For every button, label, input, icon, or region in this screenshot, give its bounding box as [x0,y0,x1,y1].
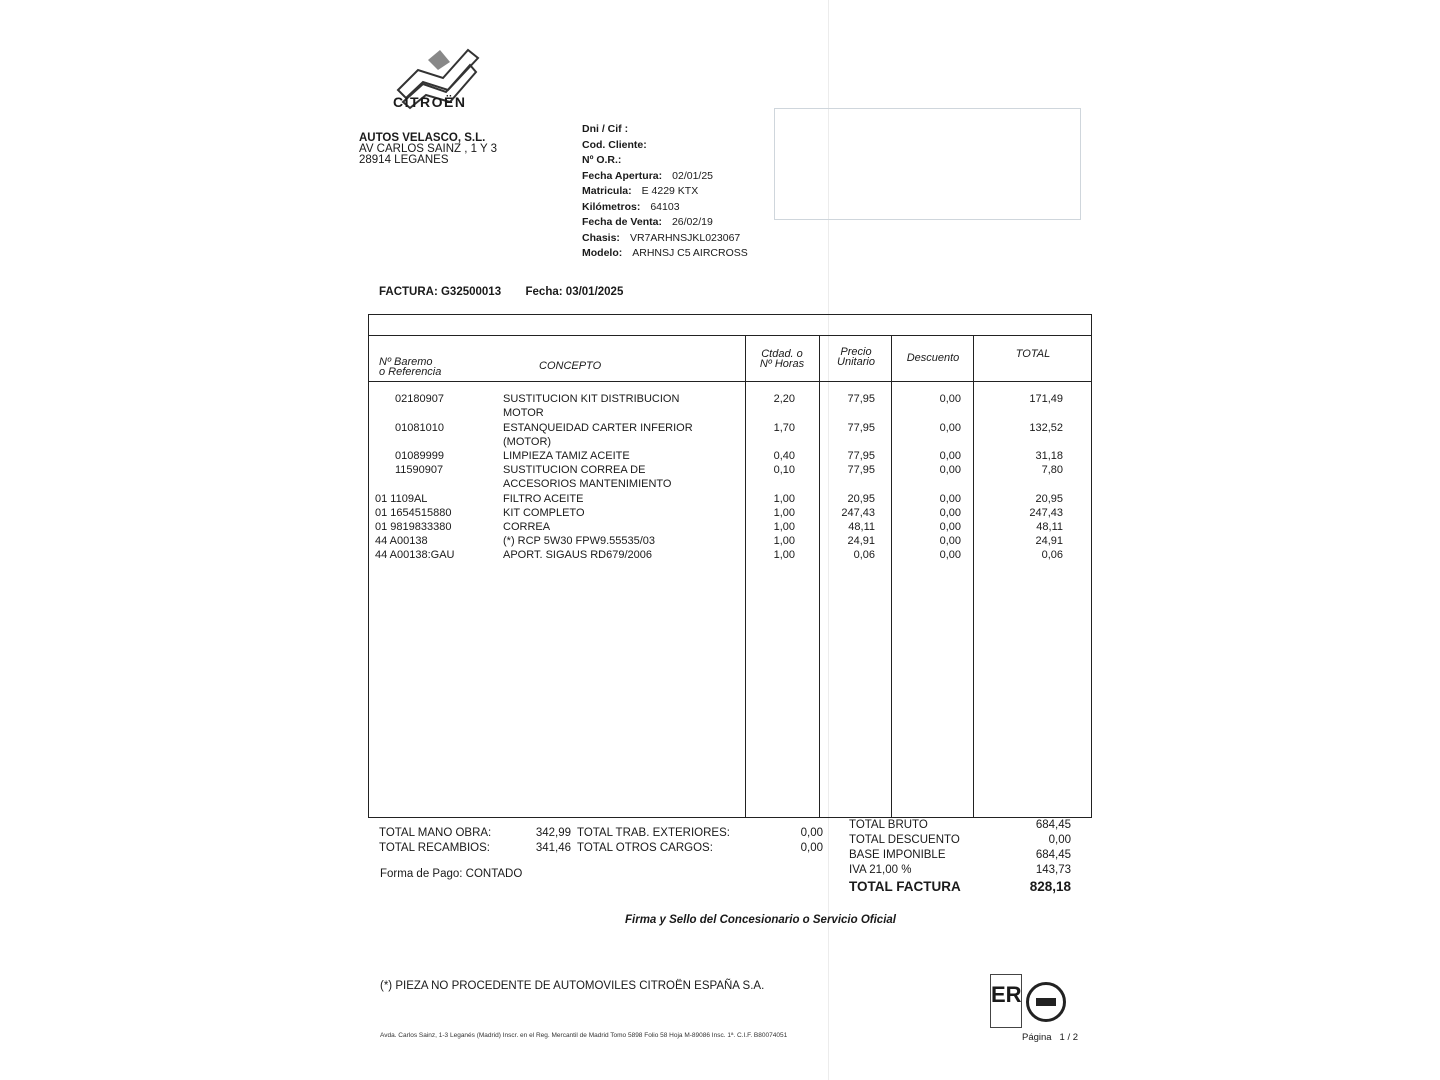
table-row: 01 1109AL FILTRO ACEITE 1,00 20,95 0,00 20,95 [375,493,1063,505]
legal-footer: Avda. Carlos Sainz, 1-3 Leganés (Madrid) Inscr. en el Reg. Mercantil de Madrid Tomo 5898 Folio 58 Hoja M-89086 Insc. 1ª. C.I.F. B80074051 [380,1032,788,1039]
table-row: 44 A00138:GAU APORT. SIGAUS RD679/2006 1,00 0,06 0,00 0,06 [375,549,1063,561]
table-row: MOTOR [503,407,544,419]
er-certification-icon: ER [990,974,1022,1028]
invoice-header [379,286,623,298]
table-row: 44 A00138 (*) RCP 5W30 FPW9.55535/03 1,00 24,91 0,00 24,91 [375,535,1063,547]
page-number: Página 1 / 2 [1022,1032,1079,1043]
header-price: Precio Unitario [837,346,875,368]
invoice-date: 03/01/2025 [565,286,624,298]
table-row: 01 1654515880 KIT COMPLETO 1,00 247,43 0,00 247,43 [375,507,1063,519]
dealer-city: 28914 LEGANES [359,154,449,166]
table-row: 02180907 SUSTITUCION KIT DISTRIBUCION 2,20 77,95 0,00 171,49 [395,393,1063,405]
vehicle-row: Dni / Cif : [582,123,629,135]
table-row: 01 9819833380 CORREA 1,00 48,11 0,00 48,11 [375,521,1063,533]
brand-wordmark: CITROËN [393,94,467,110]
table-row: 11590907 SUSTITUCION CORREA DE 0,10 77,95 0,00 7,80 [395,464,1063,476]
invoice-date-label: Fecha: [525,286,563,298]
payment-method: Forma de Pago: CONTADO [380,868,523,880]
vehicle-row: Fecha de Venta: 26/02/19 [582,216,713,228]
totals-row: TOTAL BRUTO 684,45 [849,819,1071,831]
header-concept: CONCEPTO [539,360,602,372]
totals-row: TOTAL MANO OBRA: 342,99 TOTAL TRAB. EXTERIORES: 0,00 [379,827,823,839]
table-row: ACCESORIOS MANTENIMIENTO [503,478,672,490]
dealer-street: AV CARLOS SAINZ , 1 Y 3 [359,143,498,155]
vehicle-row: Modelo: ARHNSJ C5 AIRCROSS [582,247,748,259]
totals-row: BASE IMPONIBLE 684,45 [849,849,1071,861]
totals-left [379,826,823,856]
header-ref: Nº Baremo o Referencia [379,356,442,378]
vehicle-row: Matricula: E 4229 KTX [582,185,699,197]
dealer-address [359,133,497,166]
certification-seal-icon [1026,982,1066,1022]
table-row: 01089999 LIMPIEZA TAMIZ ACEITE 0,40 77,95 0,00 31,18 [395,450,1063,462]
vehicle-row: Nº O.R.: [582,154,622,166]
vehicle-row: Chasis: VR7ARHNSJKL023067 [582,231,741,244]
header-discount: Descuento [906,352,960,364]
vehicle-row: Kilómetros: 64103 [582,200,680,213]
vehicle-row: Fecha Apertura: 02/01/25 [582,169,714,182]
table-row: (MOTOR) [503,436,552,448]
totals-row: IVA 21,00 % 143,73 [849,864,1071,876]
signature-caption: Firma y Sello del Concesionario o Servicio Oficial [625,914,896,926]
totals-row: TOTAL RECAMBIOS: 341,46 TOTAL OTROS CARGOS: 0,00 [379,842,823,854]
vehicle-row: Cod. Cliente: [582,138,647,151]
totals-right [849,818,1071,895]
invoice-number-label: FACTURA: [379,286,438,298]
header-qty: Ctdad. o Nº Horas [759,348,805,370]
vehicle-info [582,122,748,262]
table-row: 01081010 ESTANQUEIDAD CARTER INFERIOR 1,70 77,95 0,00 132,52 [395,422,1063,434]
totals-row: TOTAL DESCUENTO 0,00 [849,834,1071,846]
parts-note: (*) PIEZA NO PROCEDENTE DE AUTOMOVILES CITROËN ESPAÑA S.A. [380,980,765,992]
client-address-box [774,108,1081,220]
invoice-number: G32500013 [440,286,502,298]
header-total: TOTAL [1015,348,1051,360]
line-items-table [368,314,1092,818]
total-factura: TOTAL FACTURA 828,18 [849,879,1071,894]
dealer-name: AUTOS VELASCO, S.L. [359,132,486,144]
